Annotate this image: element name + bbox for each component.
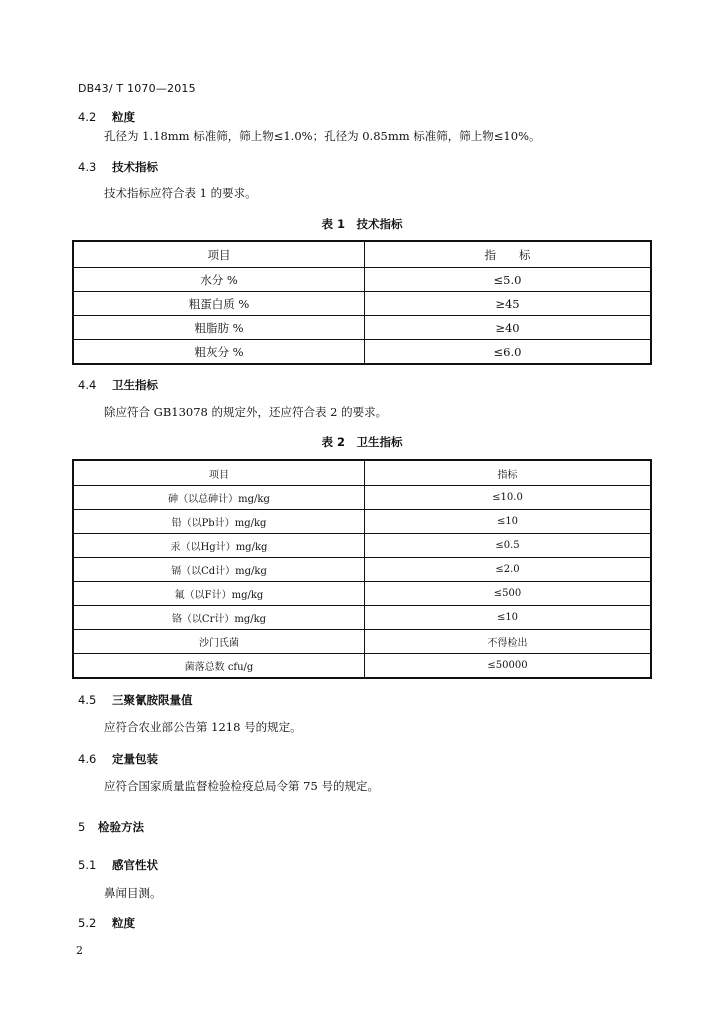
section-number: 4.6 [78, 752, 97, 766]
table-row [73, 316, 651, 340]
table-row [73, 340, 651, 365]
paragraph-5-1: 鼻闻目测。 [104, 886, 162, 900]
document-code: DB43/ T 1070—2015 [78, 82, 196, 95]
table-cell: 砷（以总砷计）mg/kg [73, 486, 365, 510]
section-number: 4.5 [78, 693, 97, 707]
table-cell: 镉（以Cd计）mg/kg [73, 558, 365, 582]
section-number: 4.3 [78, 160, 97, 174]
table-cell: ≤10.0 [365, 486, 652, 510]
heading-5 [78, 819, 144, 835]
table-row [73, 582, 651, 606]
table-cell: ≤10 [365, 606, 652, 630]
table-header-cell: 指标 [365, 460, 652, 486]
heading-4-2 [78, 109, 135, 125]
heading-5-1 [78, 857, 158, 873]
table1 [72, 240, 652, 365]
heading-4-4 [78, 377, 158, 393]
table-cell: 铅（以Pb计）mg/kg [73, 510, 365, 534]
table-row [73, 534, 651, 558]
section-title: 粒度 [112, 110, 135, 124]
paragraph-4-6: 应符合国家质量监督检验检疫总局令第 75 号的规定。 [104, 779, 379, 793]
table-header-row [73, 241, 651, 268]
table-cell: ≥45 [365, 292, 652, 316]
heading-4-6 [78, 751, 158, 767]
section-title: 技术指标 [112, 160, 158, 174]
paragraph-4-3: 技术指标应符合表 1 的要求。 [104, 186, 257, 200]
section-number: 5.2 [78, 916, 97, 930]
table-cell: 粗蛋白质 % [73, 292, 365, 316]
table-header-cell: 项目 [73, 241, 365, 268]
section-title: 感官性状 [112, 858, 158, 872]
table-cell: 菌落总数 cfu/g [73, 654, 365, 679]
table2 [72, 459, 652, 679]
table-cell: 汞（以Hg计）mg/kg [73, 534, 365, 558]
section-number: 4.2 [78, 110, 97, 124]
heading-4-5 [78, 692, 193, 708]
page-number: 2 [76, 944, 83, 957]
paragraph-4-4: 除应符合 GB13078 的规定外，还应符合表 2 的要求。 [104, 405, 388, 419]
section-title: 粒度 [112, 916, 135, 930]
table-cell: 粗灰分 % [73, 340, 365, 365]
section-number: 4.4 [78, 378, 97, 392]
paragraph-4-5: 应符合农业部公告第 1218 号的规定。 [104, 720, 302, 734]
section-title: 卫生指标 [112, 378, 158, 392]
table-cell: ≤10 [365, 510, 652, 534]
table2-caption: 表 2 卫生指标 [321, 435, 403, 449]
table1-caption: 表 1 技术指标 [321, 217, 403, 231]
table-cell: 水分 % [73, 268, 365, 292]
table-row [73, 268, 651, 292]
table-row [73, 486, 651, 510]
table-row [73, 292, 651, 316]
heading-5-2 [78, 915, 135, 931]
section-number: 5.1 [78, 858, 97, 872]
table-cell: 不得检出 [365, 630, 652, 654]
table-cell: ≥40 [365, 316, 652, 340]
table-cell: 粗脂肪 % [73, 316, 365, 340]
section-title: 定量包装 [112, 752, 158, 766]
table-cell: 沙门氏菌 [73, 630, 365, 654]
table-cell: ≤2.0 [365, 558, 652, 582]
table-cell: ≤6.0 [365, 340, 652, 365]
table-cell: 铬（以Cr计）mg/kg [73, 606, 365, 630]
section-number: 5 [78, 820, 86, 834]
table-cell: ≤500 [365, 582, 652, 606]
section-title: 三聚氰胺限量值 [112, 693, 193, 707]
table-cell: ≤50000 [365, 654, 652, 679]
section-title: 检验方法 [98, 820, 144, 834]
heading-4-3 [78, 159, 158, 175]
table-row [73, 558, 651, 582]
table-cell: ≤0.5 [365, 534, 652, 558]
table-row [73, 630, 651, 654]
table-header-row [73, 460, 651, 486]
table-row [73, 606, 651, 630]
paragraph-4-2: 孔径为 1.18mm 标准筛，筛上物≤1.0%；孔径为 0.85mm 标准筛，筛上物≤10%。 [104, 129, 541, 143]
table-header-cell: 项目 [73, 460, 365, 486]
table-cell: ≤5.0 [365, 268, 652, 292]
table-header-cell: 指 标 [365, 241, 652, 268]
table-row [73, 510, 651, 534]
table-cell: 氟（以F计）mg/kg [73, 582, 365, 606]
table-row [73, 654, 651, 679]
